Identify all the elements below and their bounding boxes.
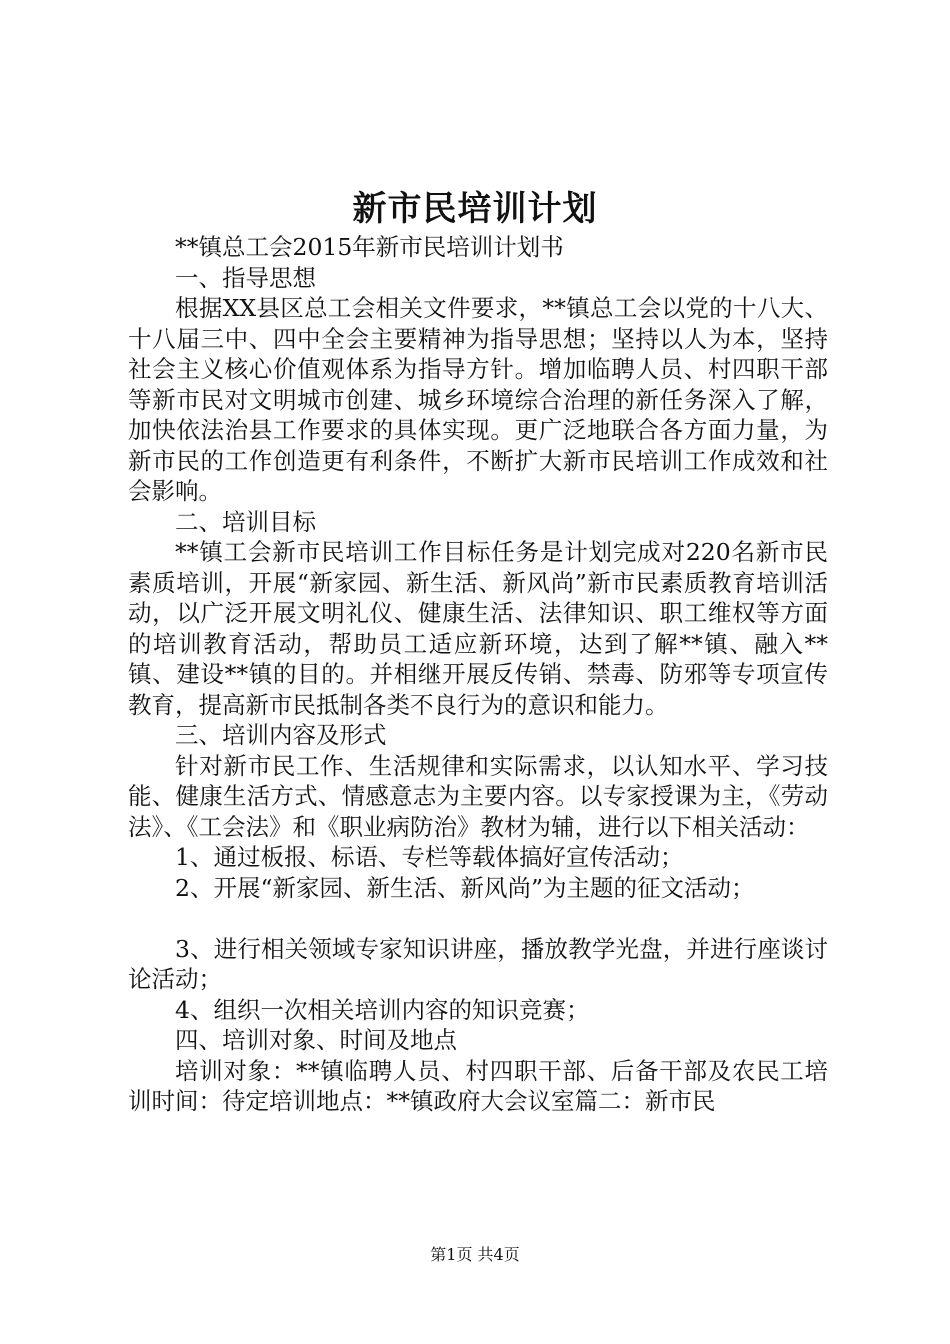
section-heading: 二、培训目标 [175, 507, 316, 536]
section-heading: 一、指导思想 [175, 263, 316, 292]
list-item: 2、开展“新家园、新生活、新风尚”为主题的征文活动； [175, 873, 755, 902]
subtitle-line: **镇总工会2015年新市民培训计划书 [175, 233, 564, 261]
paragraph: **镇工会新市民培训工作目标任务是计划完成对220名新市民素质培训，开展“新家园、新生活、新风尚”新市民素质教育培训活动，以广泛开展文明礼仪、健康生活、法律知识、职工维权等方面的培训教育活动，帮助员工适应新环境，达到了解**镇、融入**镇、建设**镇的目的。并相继开展反传销、禁毒、防邪等专项宣传教育，提高新市民抵制各类不良行为的意识和能力。 [128, 538, 828, 719]
document-title: 新市民培训计划 [352, 189, 598, 229]
list-item: 4、组织一次相关培训内容的知识竞赛； [175, 995, 590, 1024]
section-heading: 四、培训对象、时间及地点 [175, 1026, 457, 1054]
paragraph: 根据XX县区总工会相关文件要求，**镇总工会以党的十八大、十八届三中、四中全会主要精神为指导思想；坚持以人为本，坚持社会主义核心价值观体系为指导方针。增加临聘人员、村四职干部等新市民对文明城市创建、城乡环境综合治理的新任务深入了解，加快依法治县工作要求的具体实现。更广泛地联合各方面力量，为新市民的工作创造更有利条件，不断扩大新市民培训工作成效和社会影响。 [128, 294, 828, 505]
document-body [128, 232, 828, 1117]
section-heading: 三、培训内容及形式 [175, 721, 387, 749]
list-item: 3、进行相关领域专家知识讲座，播放教学光盘，并进行座谈讨论活动； [128, 934, 828, 993]
paragraph: 针对新市民工作、生活规律和实际需求，以认知水平、学习技能、健康生活方式、情感意志为主要内容。以专家授课为主，《劳动法》、《工会法》和《职业病防治》教材为辅，进行以下相关活动： [128, 751, 828, 841]
paragraph: 培训对象：**镇临聘人员、村四职干部、后备干部及农民工培训时间：待定培训地点：**镇政府大会议室篇二：新市民 [128, 1056, 828, 1115]
page-number-footer: 第1页 共4页 [430, 1245, 520, 1264]
list-item: 1、通过板报、标语、专栏等载体搞好宣传活动； [175, 843, 684, 871]
